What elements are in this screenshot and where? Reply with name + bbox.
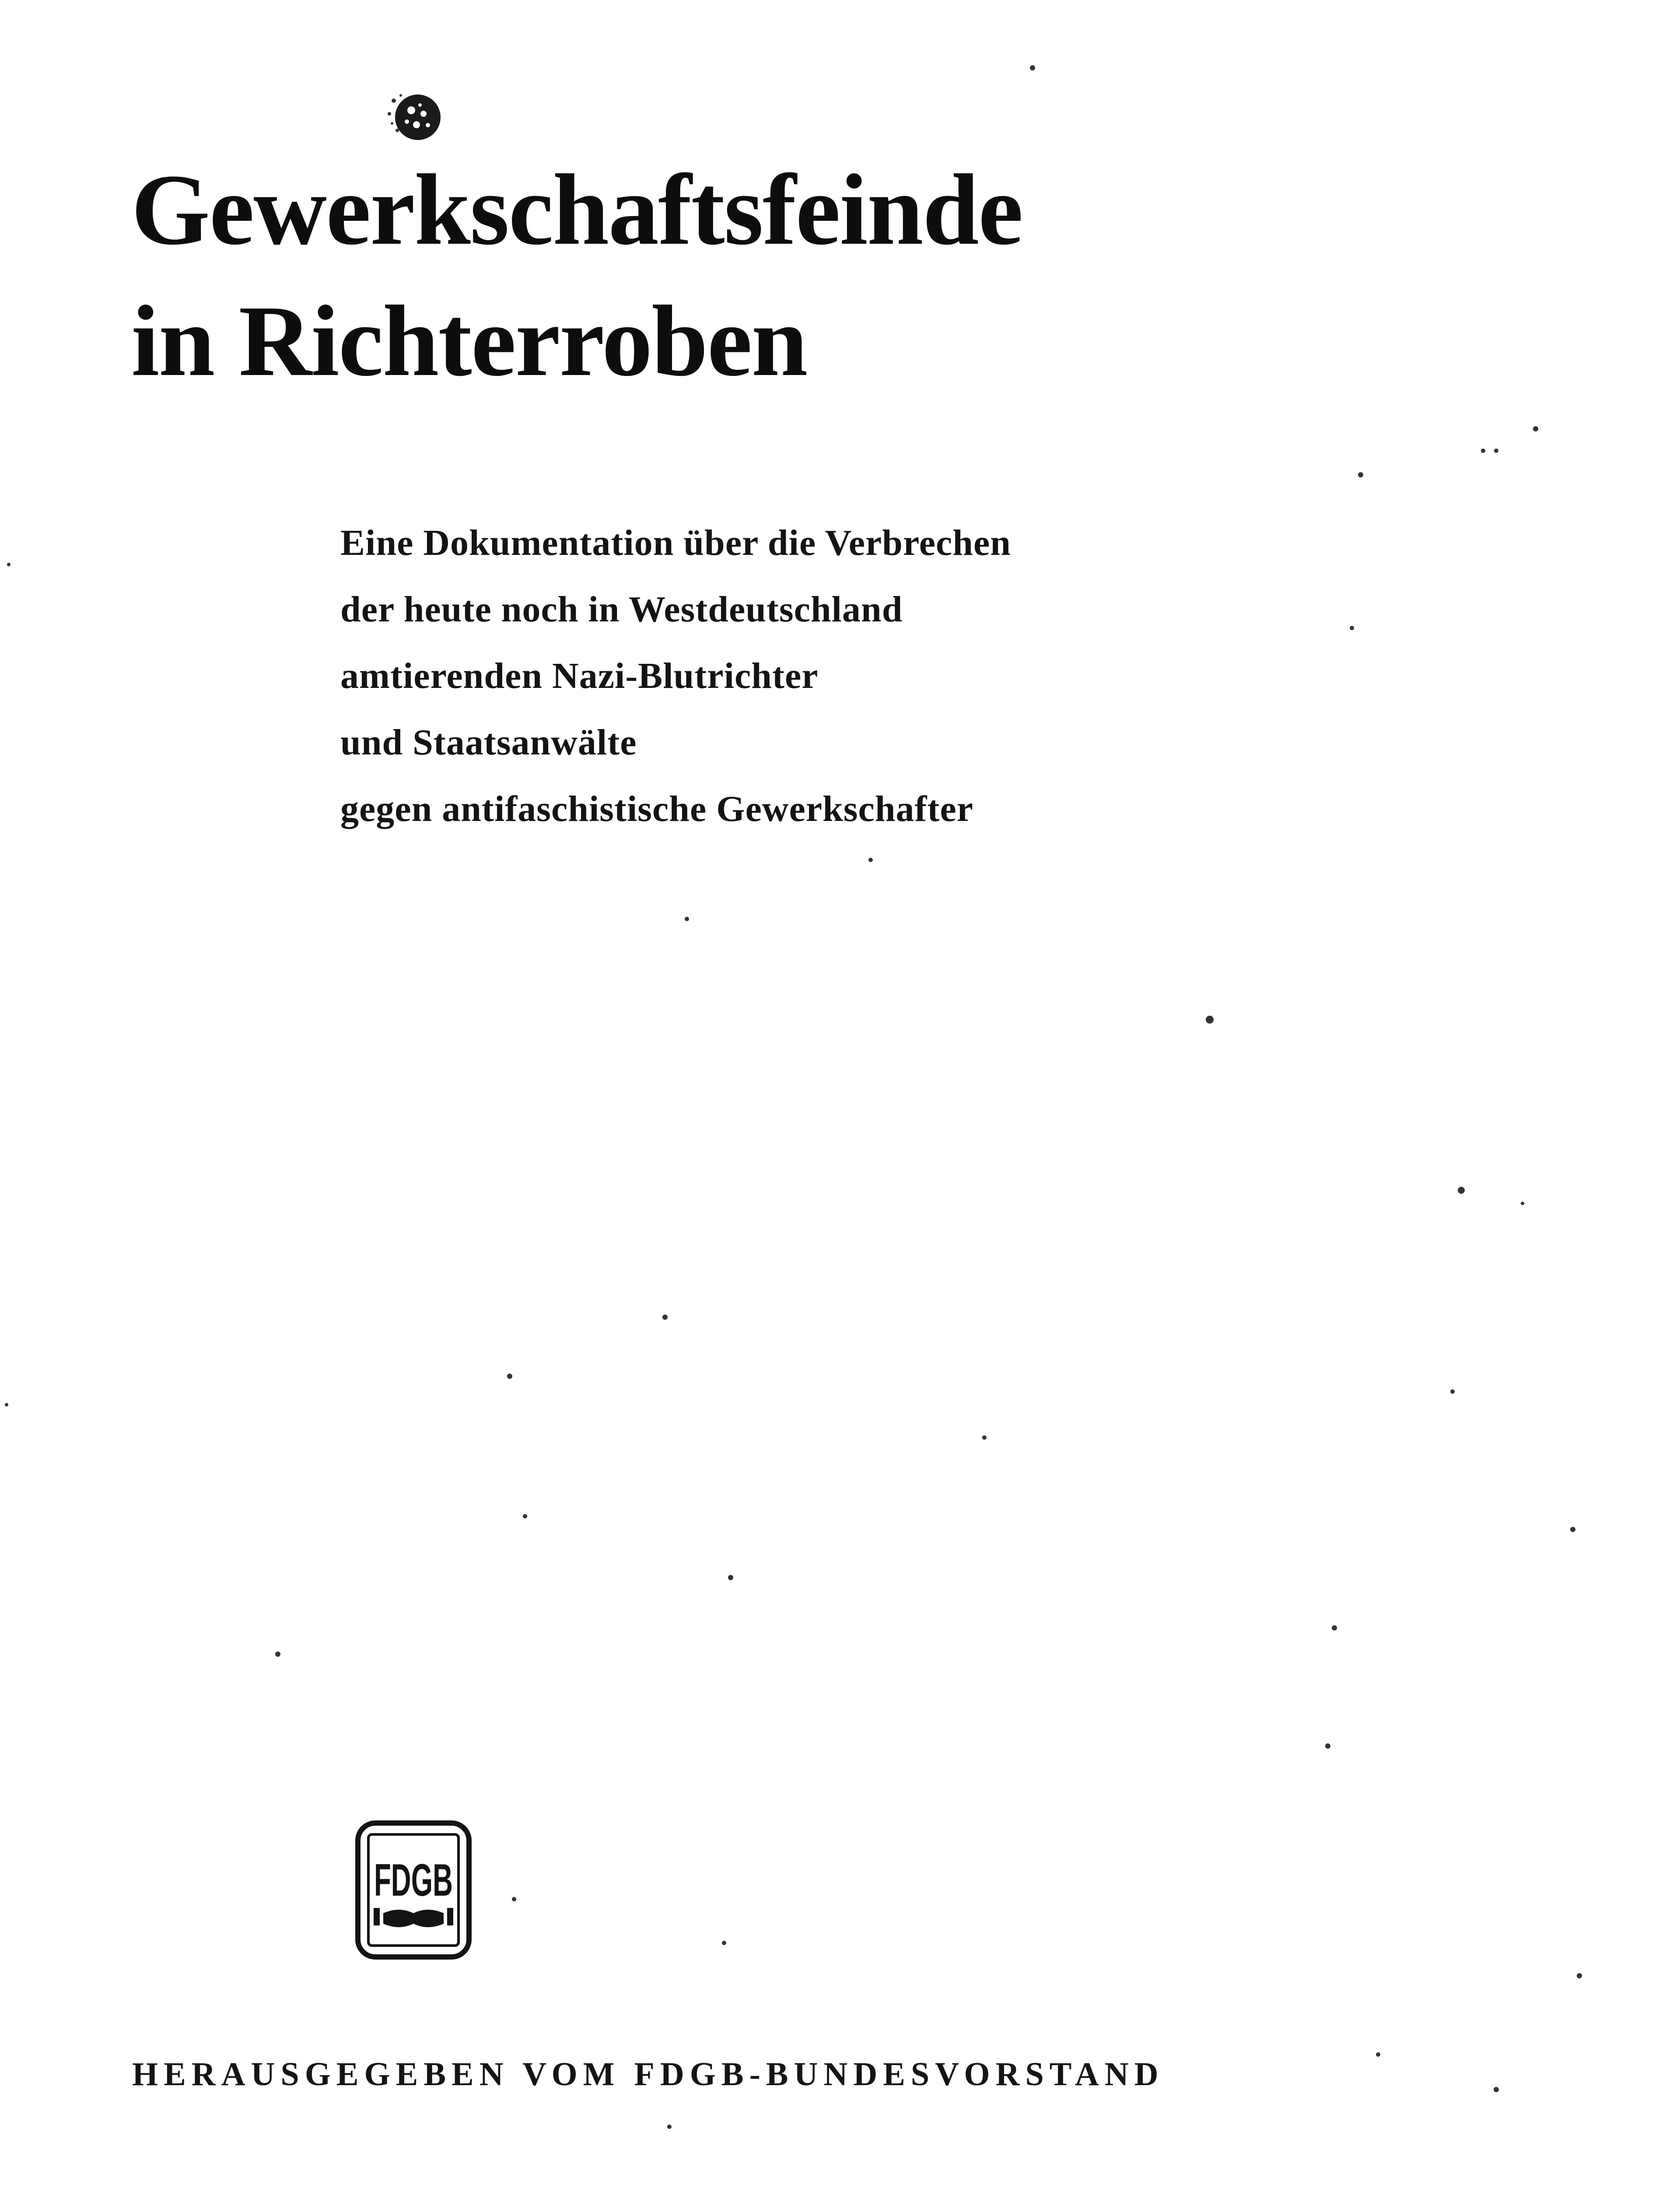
publisher-line: HERAUSGEGEBEN VOM FDGB-BUNDESVORSTAND — [132, 2056, 1164, 2093]
fdgb-emblem-icon — [355, 1820, 472, 1960]
subtitle-line-4: und Staatsanwälte — [340, 722, 637, 763]
subtitle-line-3: amtierenden Nazi-Blutrichter — [340, 656, 819, 696]
title-line-2: in Richterroben — [131, 285, 807, 397]
subtitle — [340, 510, 1434, 842]
subtitle-line-5: gegen antifaschistische Gewerkschafter — [340, 789, 974, 829]
decorative-rosette-icon — [376, 83, 451, 149]
page-title — [131, 144, 1444, 407]
subtitle-line-1: Eine Dokumentation über die Verbrechen — [340, 522, 1012, 563]
logo-text: FDGB — [374, 1855, 453, 1906]
title-line-1: Gewerkschaftsfeinde — [131, 154, 1022, 266]
subtitle-line-2: der heute noch in Westdeutschland — [340, 589, 903, 630]
